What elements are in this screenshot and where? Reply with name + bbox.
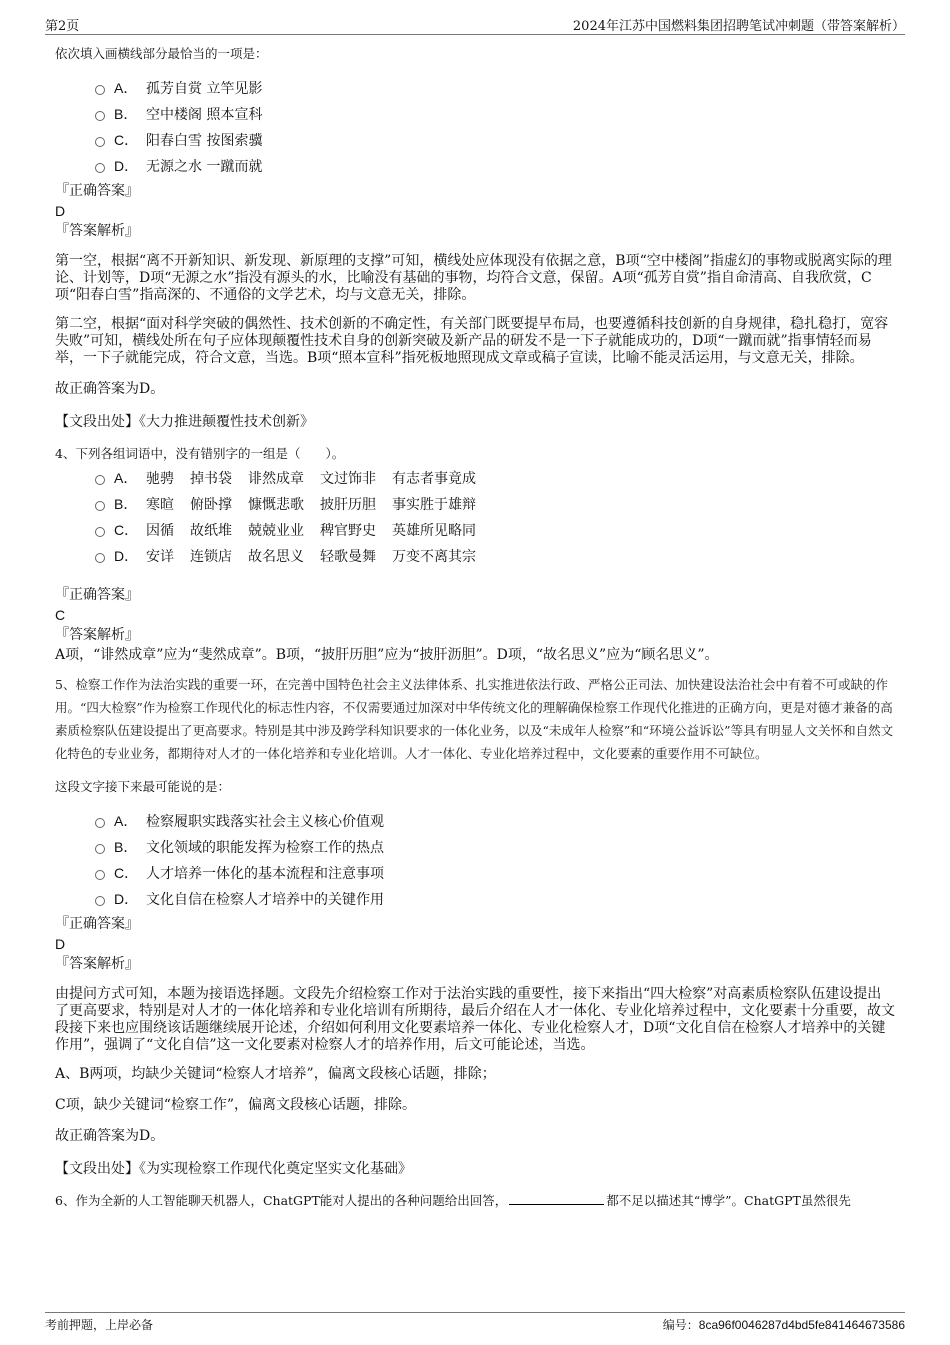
code-label: 编号： xyxy=(662,1318,699,1332)
word: 事实胜于雄辩 xyxy=(392,497,476,513)
q3-analysis-label: 『答案解析』 xyxy=(55,223,139,239)
q5-option-a[interactable] xyxy=(95,808,895,834)
option-text: 空中楼阁 照本宣科 xyxy=(146,107,263,123)
q3-option-a[interactable] xyxy=(95,75,895,101)
q3-option-d[interactable] xyxy=(95,153,895,179)
word: 万变不离其宗 xyxy=(392,549,476,565)
option-letter: D． xyxy=(114,891,139,907)
word: 因循 xyxy=(146,523,174,539)
option-text: 文化领域的职能发挥为检察工作的热点 xyxy=(146,840,384,856)
radio-icon[interactable] xyxy=(95,870,105,880)
word: 故纸堆 xyxy=(190,523,232,539)
option-letter: B． xyxy=(114,839,138,855)
option-text: 无源之水 一蹴而就 xyxy=(146,159,263,175)
option-text: 检察履职实践落实社会主义核心价值观 xyxy=(146,814,384,830)
q3-answer: D xyxy=(55,203,66,219)
q6-text-after: 都不足以描述其“博学”。ChatGPT虽然很先 xyxy=(606,1193,851,1208)
q5-option-c[interactable] xyxy=(95,860,895,886)
page-header xyxy=(45,12,905,35)
word: 俯卧撑 xyxy=(190,497,232,513)
q3-analysis-p1: 第一空，根据“离不开新知识、新发现、新原理的支撑”可知，横线处应体现没有依据之意，B项“空中楼阁”指虚幻的事物或脱离实际的理论、计划等，D项“无源之水”指没有源头的水，比喻没有基础的事物，均符合文意，保留。A项“孤芳自赏”指自命清高、自我欣赏，C项“阳春白雪”指高深的、不通俗的文学艺术，均与文意无关，排除。 xyxy=(55,253,892,303)
q5-option-b[interactable] xyxy=(95,834,895,860)
option-text: 阳春白雪 按图索骥 xyxy=(146,133,263,149)
option-letter: B． xyxy=(114,496,138,512)
q4-answer: C xyxy=(55,607,66,623)
word: 兢兢业业 xyxy=(248,523,304,539)
q5-analysis-p2: A、B两项，均缺少关键词“检察人才培养”，偏离文段核心话题，排除； xyxy=(55,1066,496,1082)
q4-options xyxy=(95,465,895,569)
footer-slogan: 考前押题，上岸必备 xyxy=(45,1318,154,1332)
word: 驰骋 xyxy=(146,471,174,487)
option-letter: C． xyxy=(114,132,139,148)
option-letter: A． xyxy=(114,813,138,829)
document-title: 2024年江苏中国燃料集团招聘笔试冲刺题（带答案解析） xyxy=(572,19,905,34)
q5-passage: 5、检察工作作为法治实践的重要一环，在完善中国特色社会主义法律体系、扎实推进依法行政、严格公正司法、加快建设法治社会中有着不可或缺的作用。“四大检察”作为检察工作现代化的标志性内容，不仅需要通过加深对中华传统文化的理解确保检察工作现代化推进的正确方向，更是对德才兼备的高素质检察队伍建设提出了更高要求。特别是其中涉及跨学科知识要求的一体化业务，以及“未成年人检察”和“环境公益诉讼”等具有明显人文关怀和自然文化特色的专业业务，都期待对人才的一体化培养和专业化培训。人才一体化、专业化培养过程中，文化要素的重要作用不可缺位。 xyxy=(55,677,894,761)
page-content xyxy=(55,42,895,1212)
word: 寒暄 xyxy=(146,497,174,513)
radio-icon[interactable] xyxy=(95,844,105,854)
radio-icon[interactable] xyxy=(95,896,105,906)
word: 掉书袋 xyxy=(190,471,232,487)
q5-analysis-p1: 由提问方式可知，本题为接语选择题。文段先介绍检察工作对于法治实践的重要性，接下来指出“四大检察”对高素质检察队伍建设提出了更高要求，特别是对人才的一体化培养和专业化培训有所期待，最后介绍在人才一体化、专业化培养过程中，文化要素十分重要，故文段接下来也应围绕该话题继续展开论述，介绍如何利用文化要素培养一体化、专业化检察人才，D项“文化自信在检察人才培养中的关键作用”，强调了“文化自信”这一文化要素对检察人才的培养作用，后文可能论述，当选。 xyxy=(55,986,895,1053)
q5-source: 【文段出处】《为实现检察工作现代化奠定坚实文化基础》 xyxy=(55,1161,412,1177)
q5-option-d[interactable] xyxy=(95,886,895,912)
radio-icon[interactable] xyxy=(95,501,105,511)
word: 连锁店 xyxy=(190,549,232,565)
q3-analysis-p2: 第二空，根据“面对科学突破的偶然性、技术创新的不确定性，有关部门既要提早布局，也要遵循科技创新的自身规律，稳扎稳打，宽容失败”可知，横线处所在句子应体现颠覆性技术自身的创新突破及新产品的研发不是一下子就能成功的，D项“一蹴而就”指事情轻而易举，一下子就能完成，符合文意，当选。B项“照本宣科”指死板地照现成文章或稿子宣读，比喻不能灵活运用，与文意无关，排除。 xyxy=(55,316,889,366)
q6-text xyxy=(55,1189,895,1212)
option-letter: D． xyxy=(114,158,139,174)
q5-analysis-p3: C项，缺少关键词“检察工作”，偏离文段核心话题，排除。 xyxy=(55,1097,417,1113)
radio-icon[interactable] xyxy=(95,818,105,828)
option-letter: A． xyxy=(114,80,138,96)
word: 稗官野史 xyxy=(320,523,376,539)
option-text: 文化自信在检察人才培养中的关键作用 xyxy=(146,892,384,908)
page-footer xyxy=(45,1312,905,1335)
page-number: 第2页 xyxy=(45,19,80,34)
q3-prompt: 依次填入画横线部分最恰当的一项是： xyxy=(55,46,268,61)
radio-icon[interactable] xyxy=(95,111,105,121)
q4-analysis-label: 『答案解析』 xyxy=(55,627,139,643)
option-letter: D． xyxy=(114,548,139,564)
word: 文过饰非 xyxy=(320,471,376,487)
q6-text-before: 6、作为全新的人工智能聊天机器人，ChatGPT能对人提出的各种问题给出回答， xyxy=(55,1193,508,1208)
fill-blank[interactable] xyxy=(509,1192,604,1205)
word: 有志者事竟成 xyxy=(392,471,476,487)
radio-icon[interactable] xyxy=(95,553,105,563)
q3-answer-label: 『正确答案』 xyxy=(55,183,139,199)
q4-option-d[interactable] xyxy=(95,543,895,569)
word: 轻歌曼舞 xyxy=(320,549,376,565)
option-letter: C． xyxy=(114,865,139,881)
q4-prompt: 4、下列各组词语中，没有错别字的一组是（ ）。 xyxy=(55,446,345,461)
word: 诽然成章 xyxy=(248,471,304,487)
q5-prompt: 这段文字接下来最可能说的是： xyxy=(55,779,231,794)
q5-conclusion: 故正确答案为D。 xyxy=(55,1128,165,1144)
word: 披肝历胆 xyxy=(320,497,376,513)
option-letter: C． xyxy=(114,522,139,538)
option-text: 人才培养一体化的基本流程和注意事项 xyxy=(146,866,384,882)
radio-icon[interactable] xyxy=(95,527,105,537)
word: 安详 xyxy=(146,549,174,565)
q4-option-a[interactable] xyxy=(95,465,895,491)
option-letter: A． xyxy=(114,470,138,486)
option-text: 孤芳自赏 立竿见影 xyxy=(146,81,263,97)
q5-answer: D xyxy=(55,936,66,952)
word: 慷慨悲歌 xyxy=(248,497,304,513)
q3-source: 【文段出处】《大力推进颠覆性技术创新》 xyxy=(55,414,314,430)
option-letter: B． xyxy=(114,106,138,122)
q5-answer-label: 『正确答案』 xyxy=(55,916,139,932)
q4-option-c[interactable] xyxy=(95,517,895,543)
q4-option-b[interactable] xyxy=(95,491,895,517)
footer-code xyxy=(663,1316,905,1333)
q5-analysis-label: 『答案解析』 xyxy=(55,956,139,972)
radio-icon[interactable] xyxy=(95,137,105,147)
code-value: 8ca96f0046287d4bd5fe841464673586 xyxy=(698,1318,905,1332)
word: 英雄所见略同 xyxy=(392,523,476,539)
q3-options xyxy=(95,75,895,179)
radio-icon[interactable] xyxy=(95,85,105,95)
radio-icon[interactable] xyxy=(95,163,105,173)
q3-conclusion: 故正确答案为D。 xyxy=(55,381,165,397)
q5-options xyxy=(95,808,895,912)
q3-option-b[interactable] xyxy=(95,101,895,127)
q3-option-c[interactable] xyxy=(95,127,895,153)
radio-icon[interactable] xyxy=(95,475,105,485)
word: 故名思义 xyxy=(248,549,304,565)
q4-analysis: A项，“诽然成章”应为“斐然成章”。B项，“披肝历胆”应为“披肝沥胆”。D项，“故名思义”应为“顾名思义”。 xyxy=(55,647,719,663)
q4-answer-label: 『正确答案』 xyxy=(55,587,139,603)
